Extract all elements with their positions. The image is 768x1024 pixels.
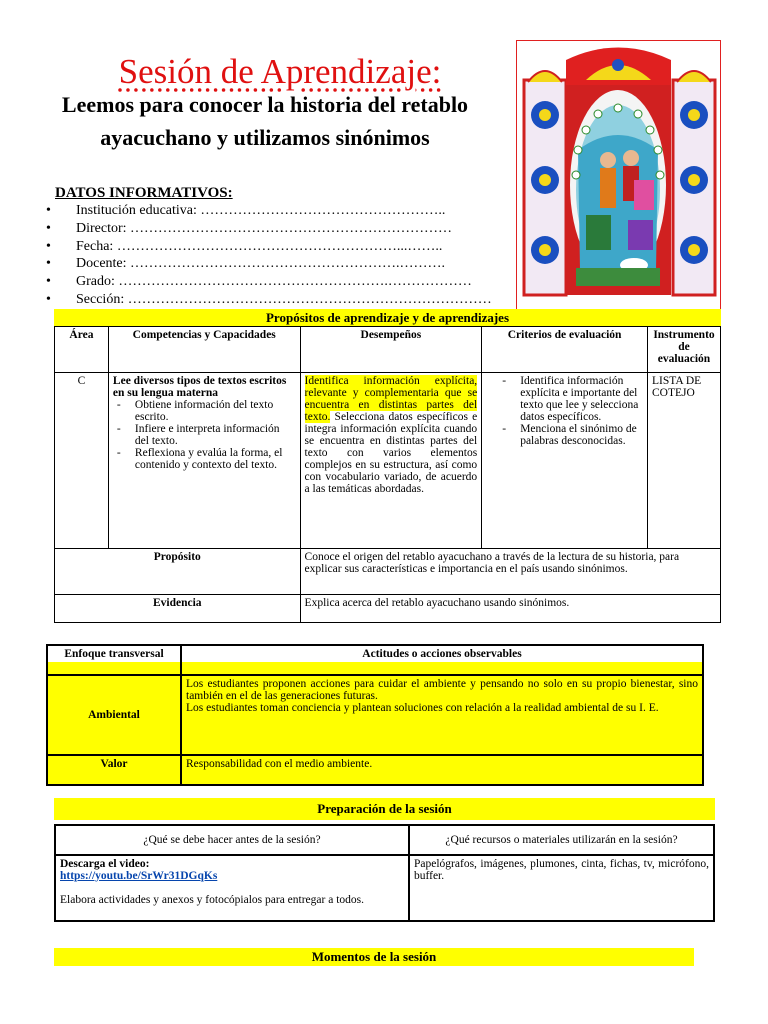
evidencia-label: Evidencia <box>55 595 301 623</box>
criterio-item: - Identifica información explícita e importante del texto que lee y selecciona datos específicos. <box>516 375 643 423</box>
antes-cell <box>55 855 409 921</box>
actitudes-header: Actitudes o acciones observables <box>181 645 703 675</box>
page-title: Sesión de Aprendizaje: <box>118 52 442 91</box>
criterio-item: - Menciona el sinónimo de palabras desconocidas. <box>516 423 643 447</box>
video-link[interactable]: https://youtu.be/SrWr31DGqKs <box>60 870 218 882</box>
preparacion-table <box>54 824 715 922</box>
col-competencias: Competencias y Capacidades <box>108 327 300 373</box>
col-desempenos: Desempeños <box>300 327 482 373</box>
pregunta-antes: ¿Qué se debe hacer antes de la sesión? <box>55 825 409 855</box>
competencia-text: Lee diversos tipos de textos escritos en su lengua materna <box>112 375 287 399</box>
col-instrumento: Instrumento de evaluación <box>647 327 720 373</box>
purposes-table <box>54 326 721 623</box>
datos-item: • Sección: …………………………………………………………………… <box>46 291 492 307</box>
ambiental-label: Ambiental <box>47 675 181 755</box>
enfoque-table <box>46 644 704 786</box>
capacidad-item: - Obtiene información del texto escrito. <box>131 399 296 423</box>
desempeno-text: Selecciona datos específicos e integra información explícita cuando se encuentra en distintas partes del texto con varios elementos complejos en su estructura, así como con vocabulario variado, de acuerdo a las temáticas abordadas. <box>304 411 478 495</box>
criterios-list <box>486 375 643 447</box>
datos-item: • Institución educativa: …………………………………………….. <box>46 203 446 218</box>
retablo-image <box>516 40 721 310</box>
datos-item: • Fecha: ……………………………………………………...…….. <box>46 238 443 254</box>
area-cell: C <box>55 373 109 549</box>
datos-list <box>30 202 520 309</box>
datos-item: • Docente: ………………………………………………….………. <box>46 256 446 272</box>
datos-item: • Grado: ………………………………………………….……………… <box>46 274 472 290</box>
enfoque-header: Enfoque transversal <box>47 645 181 675</box>
recursos-cell: Papelógrafos, imágenes, plumones, cinta, fichas, tv, micrófono, buffer. <box>409 855 714 921</box>
proposito-label: Propósito <box>55 549 301 595</box>
criterios-cell <box>482 373 648 549</box>
ambiental-text: Los estudiantes proponen acciones para cuidar el ambiente y pensando no solo en su propio bienestar, sino también en el de las generaciones futuras. Los estudiantes toman conciencia y plantean soluciones con relación a la realidad ambiental de su I. E. <box>181 675 703 755</box>
momentos-bar: Momentos de la sesión <box>54 948 694 966</box>
video-label: Descarga el video: <box>60 858 150 870</box>
capacidades-list <box>113 399 296 471</box>
col-criterios: Criterios de evaluación <box>482 327 648 373</box>
capacidad-item: - Infiere e interpreta información del texto. <box>131 423 296 447</box>
desempeno-cell <box>300 373 482 549</box>
datos-item: • Director: …………………………………………………………… <box>46 220 453 236</box>
evidencia-text: Explica acerca del retablo ayacuchano usando sinónimos. <box>300 595 720 623</box>
pregunta-recursos: ¿Qué recursos o materiales utilizarán en la sesión? <box>409 825 714 855</box>
purposes-bar: Propósitos de aprendizaje y de aprendizajes <box>54 309 721 326</box>
competencia-cell <box>108 373 300 549</box>
antes-text: Elabora actividades y anexos y fotocópialos para entregar a todos. <box>60 894 364 906</box>
proposito-text: Conoce el origen del retablo ayacuchano a través de la lectura de su historia, para explicar sus características e importancia en el país usando sinónimos. <box>300 549 720 595</box>
valor-label: Valor <box>47 755 181 785</box>
instrumento-cell: LISTA DE COTEJO <box>647 373 720 549</box>
desempeno-highlight: Identifica información explícita, relevante y complementaria que se encuentra en distintas partes del texto. <box>304 375 478 423</box>
col-area: Área <box>55 327 109 373</box>
capacidad-item: - Reflexiona y evalúa la forma, el contenido y contexto del texto. <box>131 447 296 471</box>
preparacion-bar: Preparación de la sesión <box>54 798 715 820</box>
session-subtitle: Leemos para conocer la historia del retablo ayacuchano y utilizamos sinónimos <box>61 92 469 150</box>
datos-heading: DATOS INFORMATIVOS: <box>55 185 233 201</box>
valor-text: Responsabilidad con el medio ambiente. <box>181 755 703 785</box>
